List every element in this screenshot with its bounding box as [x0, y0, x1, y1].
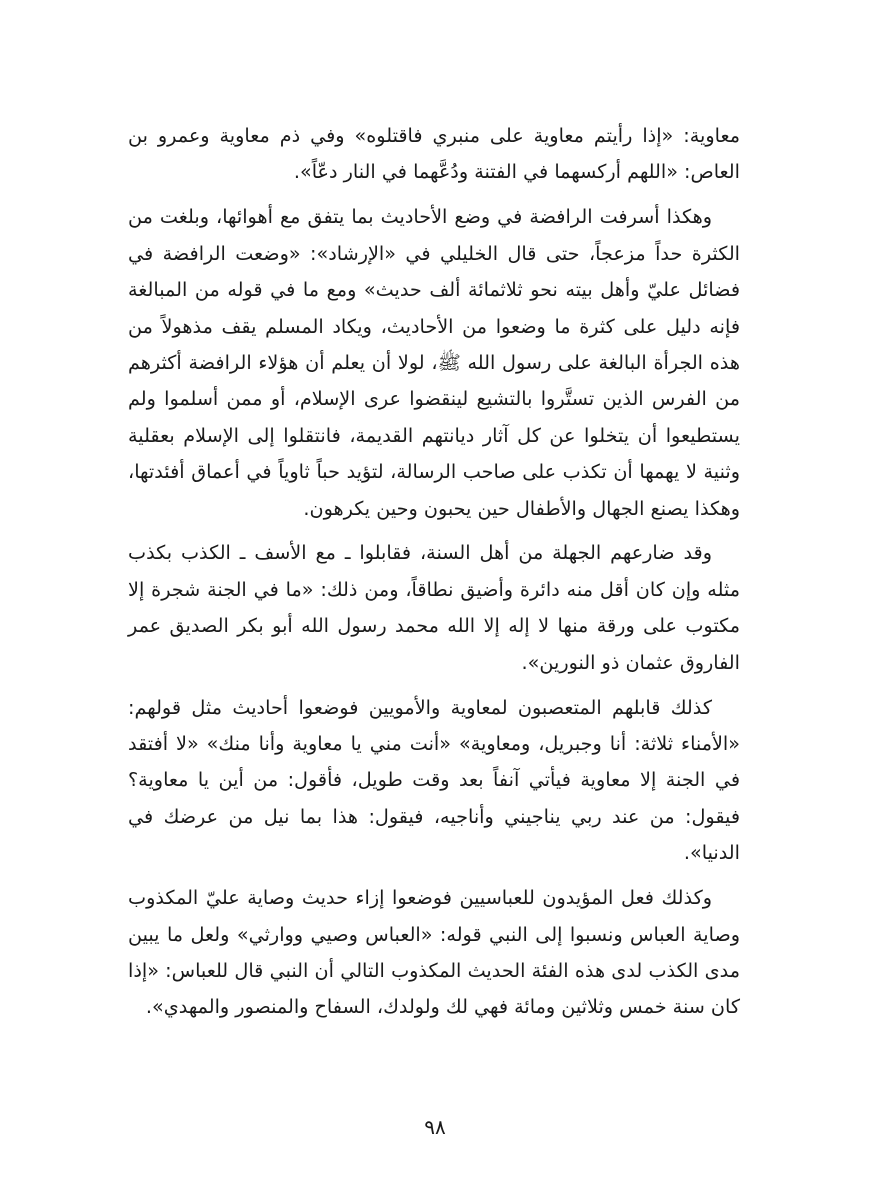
paragraph-2: وهكذا أسرفت الرافضة في وضع الأحاديث بما يتفق مع أهوائها، وبلغت من الكثرة حداً مزعجاً، حتى قال الخليلي في «الإرشاد»: «وضعت الرافضة في فضائل عليّ وأهل بيته نحو ثلاثمائة ألف حديث» ومع ما في قوله من المبالغة فإنه دليل على كثرة ما وضعوا من الأحاديث، ويكاد المسلم يقف مذهولاً من هذه الجرأة البالغة على رسول الله ﷺ، لولا أن يعلم أن هؤلاء الرافضة أكثرهم من الفرس الذين تستَّروا بالتشيع لينقضوا عرى الإسلام، أو ممن أسلموا ولم يستطيعوا أن يتخلوا عن كل آثار ديانتهم القديمة، فانتقلوا إلى الإسلام بعقلية وثنية لا يهمها أن تكذب على صاحب الرسالة، لتؤيد حباً ثاوياً في أعماق أفئدتها، وهكذا يصنع الجهال والأطفال حين يحبون وحين يكرهون. [128, 205, 740, 520]
page-number: ٩٨ [424, 1115, 446, 1139]
paragraph-5: وكذلك فعل المؤيدون للعباسيين فوضعوا إزاء حديث وصاية عليّ المكذوب وصاية العباس ونسبوا إلى النبي قوله: «العباس وصيي ووارثي» ولعل ما يبين مدى الكذب لدى هذه الفئة الحديث المكذوب التالي أن النبي قال للعباس: «إذا كان سنة خمس وثلاثين ومائة فهي لك ولولدك، السفاح والمنصور والمهدي». [128, 886, 740, 1019]
paragraph-1: معاوية: «إذا رأيتم معاوية على منبري فاقتلوه» وفي ذم معاوية وعمرو بن العاص: «اللهم أركسهما في الفتنة ودُعَّهما في النار دعّاً». [128, 124, 740, 184]
body-text [128, 118, 740, 1034]
paragraph-3: وقد ضارعهم الجهلة من أهل السنة، فقابلوا ـ مع الأسف ـ الكذب بكذب مثله وإن كان أقل منه دائرة وأضيق نطاقاً، ومن ذلك: «ما في الجنة شجرة إلا مكتوب على ورقة منها لا إله إلا الله محمد رسول الله أبو بكر الصديق عمر الفاروق عثمان ذو النورين». [128, 541, 740, 674]
paragraph-4: كذلك قابلهم المتعصبون لمعاوية والأمويين فوضعوا أحاديث مثل قولهم: «الأمناء ثلاثة: أنا وجبريل، ومعاوية» «أنت مني يا معاوية وأنا منك» «لا أفتقد في الجنة إلا معاوية فيأتي آنفاً بعد وقت طويل، فأقول: من أين يا معاوية؟ فيقول: من عند ربي يناجيني وأناجيه، فيقول: هذا بما نيل من عرضك في الدنيا». [128, 695, 740, 865]
